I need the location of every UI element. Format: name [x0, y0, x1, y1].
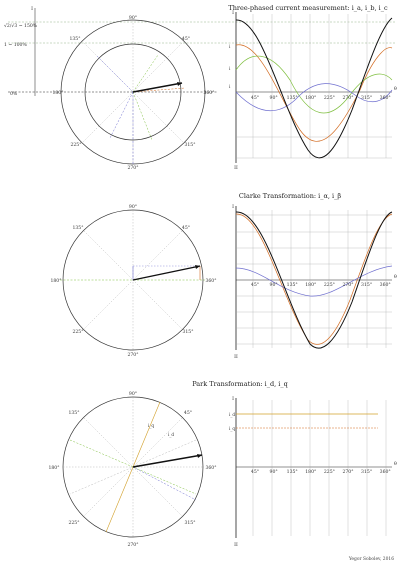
- wave-ia: [236, 45, 392, 142]
- svg-text:i: i: [229, 66, 231, 71]
- svg-text:θ: θ: [394, 462, 397, 467]
- clarke-panel: [50, 192, 397, 360]
- park-title: Park Transformation: i_d, i_q: [192, 380, 288, 388]
- svg-text:i_q: i_q: [229, 426, 236, 431]
- axis-tick-label: 45°: [250, 470, 260, 475]
- clarke-vector: [133, 266, 200, 280]
- angle-315: 315°: [184, 143, 196, 148]
- svg-text:i: i: [229, 84, 231, 89]
- svg-text:225°: 225°: [72, 330, 84, 335]
- y-label-zero: 0%: [10, 92, 18, 97]
- axis-tick-label: 360°: [379, 283, 391, 288]
- svg-text:θ: θ: [394, 87, 397, 92]
- angle-135: 135°: [69, 37, 81, 42]
- axis-tick-label: 180°: [305, 283, 317, 288]
- current-vector: [133, 83, 182, 92]
- axis-tick-label: 135°: [286, 96, 298, 101]
- park-panel: [48, 380, 397, 548]
- svg-text:II: II: [234, 543, 238, 548]
- svg-text:180°: 180°: [48, 466, 60, 471]
- angle-180: 180°: [52, 91, 64, 96]
- park-wave-chart: [229, 396, 397, 548]
- axis-tick-label: 180°: [305, 96, 317, 101]
- angle-90: 90°: [128, 16, 138, 21]
- clarke-wave-chart: [232, 204, 397, 360]
- axis-tick-label: 315°: [361, 283, 373, 288]
- svg-text:45°: 45°: [183, 411, 193, 416]
- svg-text:135°: 135°: [68, 411, 80, 416]
- svg-text:II: II: [234, 166, 238, 171]
- svg-text:90°: 90°: [128, 392, 138, 397]
- svg-text:i: i: [229, 44, 231, 49]
- axis-tick-label: 360°: [379, 96, 391, 101]
- axis-tick-label: 225°: [323, 283, 335, 288]
- axis-tick-label: 90°: [269, 470, 278, 475]
- svg-text:i_d: i_d: [229, 412, 236, 417]
- three-phase-wave-chart: [229, 10, 397, 171]
- svg-text:I: I: [232, 205, 234, 210]
- svg-text:270°: 270°: [127, 353, 139, 358]
- angle-225: 225°: [70, 143, 82, 148]
- svg-text:90°: 90°: [128, 205, 138, 210]
- axis-tick-label: 360°: [379, 470, 391, 475]
- svg-text:315°: 315°: [182, 330, 194, 335]
- svg-text:360°: 360°: [205, 279, 217, 284]
- axis-tick-label: 180°: [305, 470, 317, 475]
- wave-i-beta: [236, 266, 392, 296]
- clarke-title: Clarke Transformation: i_α, i_β: [238, 192, 342, 200]
- axis-tick-label: 45°: [250, 96, 260, 101]
- axis-tick-label: 135°: [286, 470, 298, 475]
- axis-tick-label: 225°: [323, 96, 335, 101]
- svg-text:I: I: [232, 397, 234, 402]
- svg-text:180°: 180°: [50, 279, 62, 284]
- three-phase-title: Three-phased current measurement: i_a, i_b, i_c: [228, 4, 388, 12]
- svg-text:i_q: i_q: [148, 423, 155, 428]
- svg-text:I: I: [31, 7, 33, 12]
- axis-tick-label: 315°: [361, 470, 373, 475]
- svg-text:θ: θ: [394, 275, 397, 280]
- axis-tick-label: 90°: [269, 96, 278, 101]
- svg-text:225°: 225°: [68, 521, 80, 526]
- svg-text:135°: 135°: [72, 226, 84, 231]
- angle-270: 270°: [127, 166, 139, 171]
- angle-45: 45°: [181, 37, 191, 42]
- axis-tick-label: 90°: [269, 283, 278, 288]
- y-label-100: 1 ~ 100%: [4, 43, 27, 48]
- axis-tick-label: 270°: [342, 470, 354, 475]
- credit: Yegor Sobolev, 2016: [348, 557, 394, 562]
- svg-text:II: II: [234, 355, 238, 360]
- wave-i-alpha: [236, 214, 392, 344]
- axis-tick-label: 315°: [361, 96, 373, 101]
- svg-text:360°: 360°: [205, 466, 217, 471]
- three-phase-panel: [4, 4, 397, 171]
- axis-tick-label: 225°: [323, 470, 335, 475]
- angle-360: 360°: [203, 91, 215, 96]
- svg-text:45°: 45°: [181, 226, 191, 231]
- svg-text:I: I: [232, 11, 234, 16]
- svg-text:315°: 315°: [184, 521, 196, 526]
- axis-tick-label: 270°: [342, 96, 354, 101]
- axis-tick-label: 270°: [342, 283, 354, 288]
- svg-text:i_d: i_d: [168, 432, 175, 437]
- axis-tick-label: 135°: [286, 283, 298, 288]
- y-label-150: √2/√3 ~ 150%: [4, 24, 38, 29]
- svg-text:270°: 270°: [127, 543, 139, 548]
- axis-tick-label: 45°: [250, 283, 260, 288]
